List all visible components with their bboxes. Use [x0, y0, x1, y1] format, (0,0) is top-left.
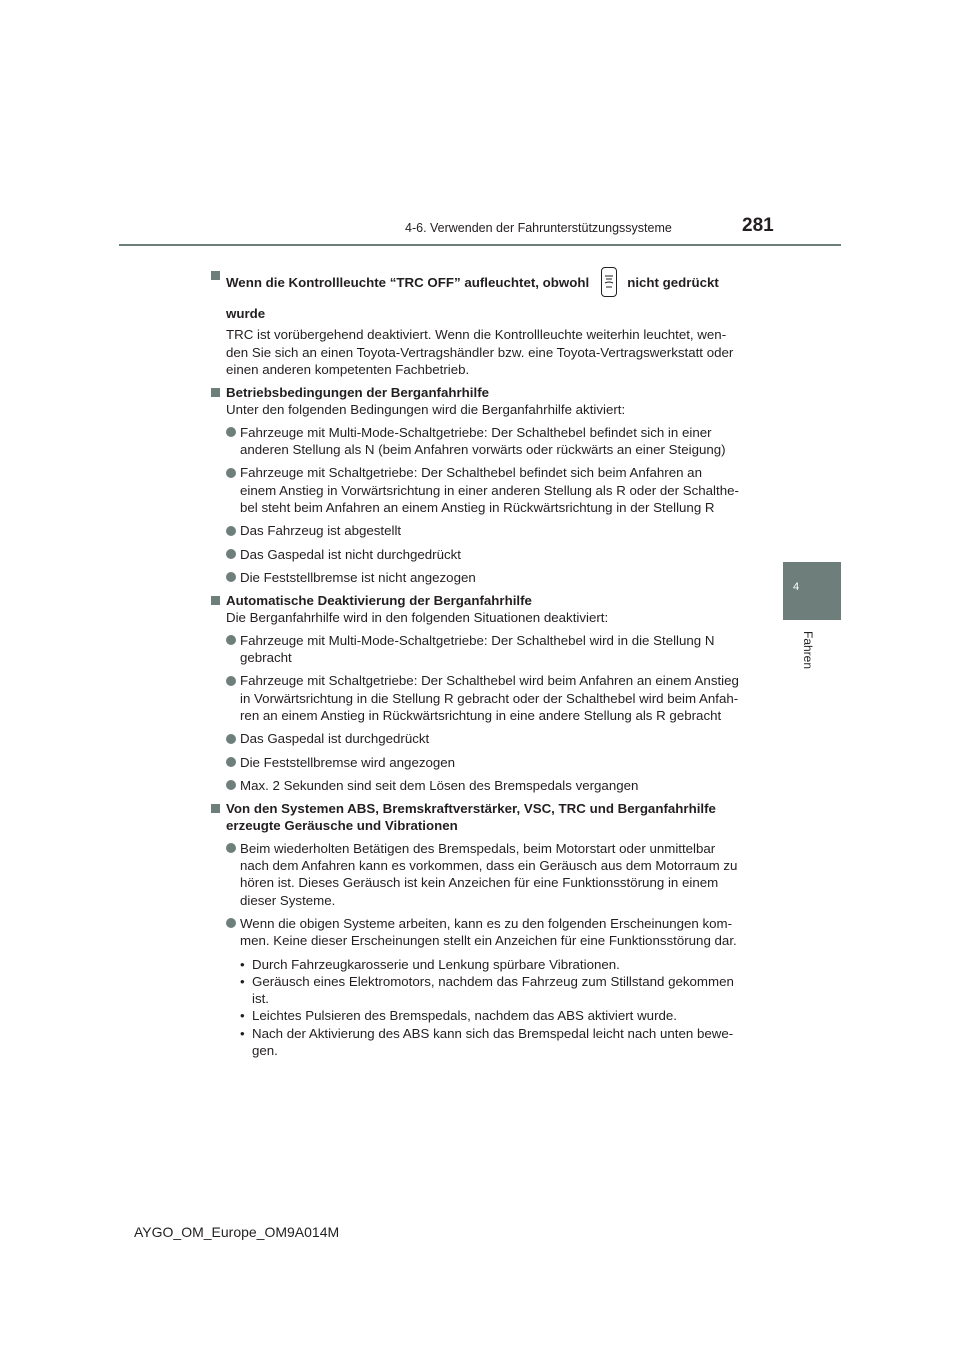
- list-item-line: Wenn die obigen Systeme arbeiten, kann es zu den folgenden Erscheinungen kom-: [240, 915, 733, 931]
- square-marker-icon: [211, 596, 220, 605]
- paragraph-line: einen anderen kompetenten Fachbetrieb.: [226, 361, 470, 377]
- round-bullet-icon: [226, 757, 236, 767]
- section-trc-off: [211, 267, 749, 378]
- list-item-line: Das Fahrzeug ist abgestellt: [240, 523, 402, 539]
- sub-list: [240, 956, 749, 1060]
- list-item-line: anderen Stellung als N (beim Anfahren vorwärts oder rückwärts an einer Steigung): [240, 442, 726, 458]
- list-item-line: gebracht: [240, 650, 292, 666]
- sub-list-item: [240, 1007, 749, 1024]
- round-bullet-icon: [226, 780, 236, 790]
- list-item: [226, 754, 749, 771]
- sub-list-item: [240, 973, 749, 1008]
- list-item: [226, 730, 749, 747]
- list-item-line: hören ist. Dieses Geräusch ist kein Anzeichen für eine Funktionsstörung in einem: [240, 875, 719, 891]
- list-item-line: Max. 2 Sekunden sind seit dem Lösen des Bremspedals vergangen: [240, 777, 639, 793]
- section-title: Von den Systemen ABS, Bremskraftverstärker, VSC, TRC und Berganfahrhilfe: [226, 801, 716, 817]
- section-title-cont: wurde: [226, 306, 266, 321]
- section-title-part: nicht gedrückt: [627, 275, 719, 290]
- header-divider: [119, 244, 841, 246]
- section-noise-vibrations: [211, 800, 749, 1059]
- round-bullet-icon: [226, 635, 236, 645]
- sub-list-line: gen.: [252, 1042, 278, 1058]
- list-item: [226, 672, 749, 724]
- list-item: [226, 632, 749, 667]
- list-item-line: dieser Systeme.: [240, 892, 336, 908]
- sub-bullet: •: [240, 1008, 245, 1024]
- round-bullet-icon: [226, 526, 236, 536]
- trc-off-switch-icon: [601, 267, 617, 297]
- list-item: [226, 464, 749, 516]
- list-item: [226, 424, 749, 459]
- paragraph-line: Die Berganfahrhilfe wird in den folgenden Situationen deaktiviert:: [226, 610, 609, 626]
- section-title: [226, 267, 749, 297]
- page-number: 281: [742, 215, 774, 236]
- round-bullet-icon: [226, 918, 236, 928]
- sub-bullet: •: [240, 1025, 245, 1041]
- sub-list-item: [240, 1025, 749, 1060]
- list-item-line: Fahrzeuge mit Multi-Mode-Schaltgetriebe: Der Schalthebel befindet sich in einer: [240, 424, 712, 440]
- sub-list-line: Nach der Aktivierung des ABS kann sich das Bremspedal leicht nach unten bewe-: [252, 1025, 734, 1041]
- round-bullet-icon: [226, 843, 236, 853]
- round-bullet-icon: [226, 468, 236, 478]
- list-item-line: Das Gaspedal ist durchgedrückt: [240, 731, 430, 747]
- list-item: [226, 915, 749, 950]
- section-hill-start-conditions: [211, 384, 749, 586]
- square-marker-icon: [211, 388, 220, 397]
- list-item-line: nach dem Anfahren kann es vorkommen, dass ein Geräusch aus dem Motorraum zu: [240, 858, 738, 874]
- chapter-number: 4: [793, 581, 800, 593]
- chapter-tab: [783, 562, 841, 620]
- sub-list-line: ist.: [252, 991, 269, 1007]
- list-item-line: einem Anstieg in Vorwärtsrichtung in einer anderen Stellung als R oder der Schalthe-: [240, 482, 739, 498]
- list-item-line: ren an einem Anstieg in Rückwärtsrichtung in eine andere Stellung als R gebracht: [240, 707, 722, 723]
- list-item-line: men. Keine dieser Erscheinungen stellt ein Anzeichen für eine Funktionsstörung dar.: [240, 933, 737, 949]
- list-item-line: in Vorwärtsrichtung in die Stellung R gebracht oder der Schalthebel wird beim Anfah-: [240, 690, 739, 706]
- chapter-label: Fahren: [801, 630, 815, 670]
- round-bullet-icon: [226, 734, 236, 744]
- section-title-part: Wenn die Kontrollleuchte “TRC OFF” aufleuchtet, obwohl: [226, 275, 590, 290]
- sub-list-line: Durch Fahrzeugkarosserie und Lenkung spürbare Vibrationen.: [252, 956, 620, 972]
- section-title: Automatische Deaktivierung der Berganfahrhilfe: [226, 593, 532, 609]
- list-item-line: Fahrzeuge mit Schaltgetriebe: Der Schalthebel befindet sich beim Anfahren an: [240, 465, 702, 481]
- list-item-line: Fahrzeuge mit Schaltgetriebe: Der Schalthebel wird beim Anfahren an einem Anstieg: [240, 673, 739, 689]
- list-item: [226, 522, 749, 539]
- sub-list-line: Leichtes Pulsieren des Bremspedals, nachdem das ABS aktiviert wurde.: [252, 1008, 677, 1024]
- list-item-line: Fahrzeuge mit Multi-Mode-Schaltgetriebe: Der Schalthebel wird in die Stellung N: [240, 632, 715, 648]
- square-marker-icon: [211, 271, 220, 280]
- sub-list-item: [240, 956, 749, 973]
- paragraph-line: Unter den folgenden Bedingungen wird die Berganfahrhilfe aktiviert:: [226, 402, 626, 418]
- main-content: [211, 266, 749, 1059]
- list-item-line: Beim wiederholten Betätigen des Bremspedals, beim Motorstart oder unmittelbar: [240, 840, 716, 856]
- paragraph-line: den Sie sich an einen Toyota-Vertragshändler bzw. eine Toyota-Vertragswerkstatt oder: [226, 344, 734, 360]
- round-bullet-icon: [226, 427, 236, 437]
- paragraph-line: TRC ist vorübergehend deaktiviert. Wenn die Kontrollleuchte weiterhin leuchtet, wen-: [226, 327, 727, 343]
- square-marker-icon: [211, 804, 220, 813]
- list-item: [226, 777, 749, 794]
- document-id: AYGO_OM_Europe_OM9A014M: [134, 1224, 340, 1240]
- section-hill-start-deactivation: [211, 592, 749, 794]
- round-bullet-icon: [226, 676, 236, 686]
- section-title: Betriebsbedingungen der Berganfahrhilfe: [226, 385, 490, 401]
- list-item-line: Das Gaspedal ist nicht durchgedrückt: [240, 546, 461, 562]
- sub-bullet: •: [240, 973, 245, 989]
- list-item-line: bel steht beim Anfahren an einem Anstieg in Rückwärtsrichtung in der Stellung R: [240, 499, 715, 515]
- round-bullet-icon: [226, 549, 236, 559]
- sub-bullet: •: [240, 956, 245, 972]
- list-item-line: Die Feststellbremse ist nicht angezogen: [240, 569, 476, 585]
- list-item: [226, 569, 749, 586]
- list-item: [226, 546, 749, 563]
- list-item: [226, 840, 749, 909]
- section-title-cont: erzeugte Geräusche und Vibrationen: [226, 818, 458, 834]
- list-item-line: Die Feststellbremse wird angezogen: [240, 754, 456, 770]
- round-bullet-icon: [226, 572, 236, 582]
- sub-list-line: Geräusch eines Elektromotors, nachdem das Fahrzeug zum Stillstand gekommen: [252, 973, 734, 989]
- header-section-title: 4-6. Verwenden der Fahrunterstützungssysteme: [405, 221, 672, 235]
